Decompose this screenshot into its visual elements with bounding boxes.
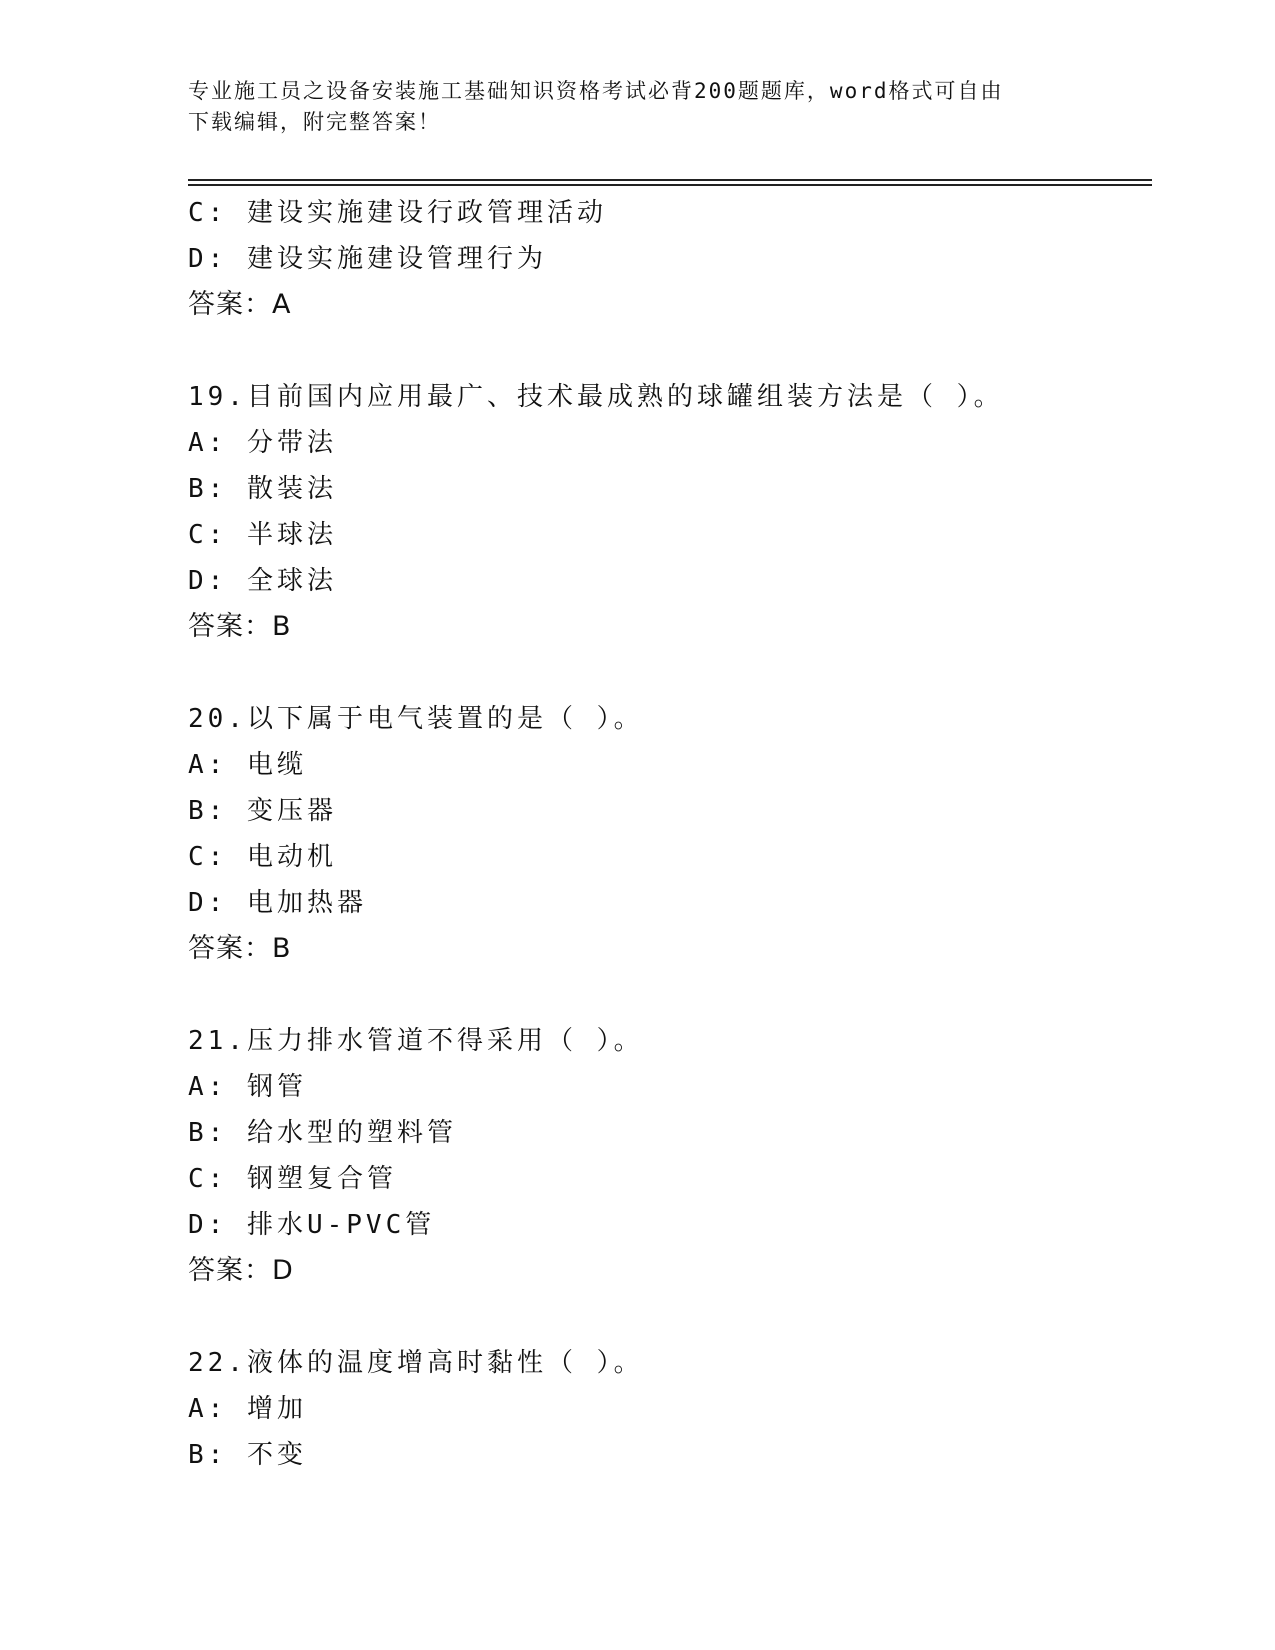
answer-line: 答案：A [188,289,292,320]
option-b: B: 不变 [188,1440,307,1470]
answer-line: 答案：B [188,611,292,642]
question-21 [188,1018,1152,1294]
option-a: A: 电缆 [188,750,307,780]
question-20 [188,696,1152,972]
question-stem: 22.液体的温度增高时黏性（ ）。 [188,1348,644,1378]
question-22 [188,1340,1152,1478]
option-a: A: 分带法 [188,428,337,458]
option-d: D: 电加热器 [188,888,367,918]
option-a: A: 增加 [188,1394,307,1424]
option-b: B: 变压器 [188,796,337,826]
document-header [188,76,1088,138]
option-c: C: 钢塑复合管 [188,1164,397,1194]
option-a: A: 钢管 [188,1072,307,1102]
header-line-2: 下载编辑，附完整答案！ [188,110,441,134]
question-stem: 21.压力排水管道不得采用（ ）。 [188,1026,644,1056]
option-b: B: 散装法 [188,474,337,504]
question-stem: 20.以下属于电气装置的是（ ）。 [188,704,644,734]
question-18-fragment [188,190,1152,328]
header-rule-bottom [188,184,1152,186]
option-b: B: 给水型的塑料管 [188,1118,457,1148]
question-list [188,190,1152,1478]
question-stem: 19.目前国内应用最广、技术最成熟的球罐组装方法是（ ）。 [188,382,1004,412]
option-d: D: 排水U-PVC管 [188,1210,436,1240]
option-c: C: 电动机 [188,842,337,872]
answer-line: 答案：D [188,1255,294,1286]
header-rule-top [188,179,1152,181]
option-d: D: 建设实施建设管理行为 [188,244,547,274]
option-c: C: 半球法 [188,520,337,550]
option-d: D: 全球法 [188,566,337,596]
answer-line: 答案：B [188,933,292,964]
option-c: C: 建设实施建设行政管理活动 [188,198,607,228]
header-line-1: 专业施工员之设备安装施工基础知识资格考试必背200题题库，word格式可自由 [188,79,1004,103]
question-19 [188,374,1152,650]
